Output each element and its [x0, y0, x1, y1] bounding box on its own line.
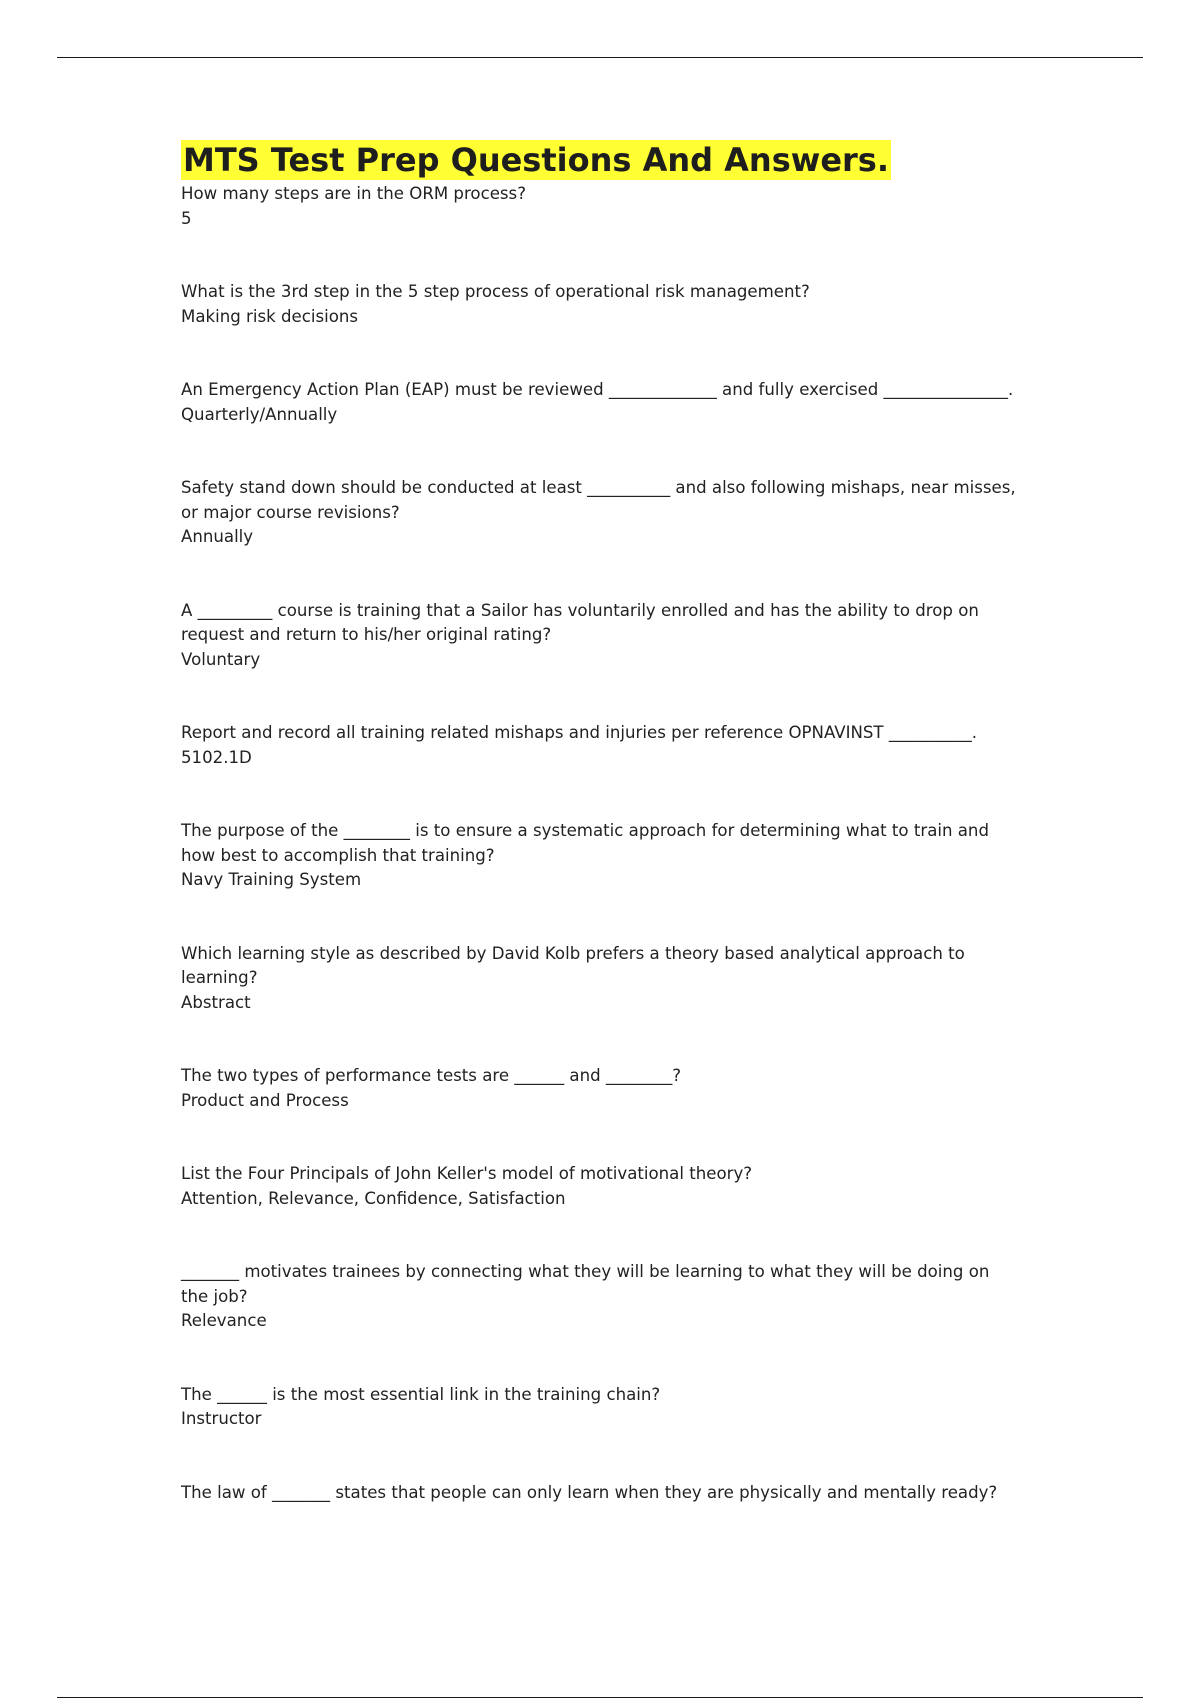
- question-text: Safety stand down should be conducted at least __________ and also following mishaps, near misses, or major course revisions?: [181, 478, 1016, 522]
- qa-item-10: [181, 1162, 1021, 1211]
- answer-text: Making risk decisions: [181, 306, 359, 326]
- answer-text: Annually: [181, 527, 254, 546]
- answer-text: Abstract: [181, 992, 251, 1012]
- answer-text: Voluntary: [181, 649, 261, 669]
- question-text: _______ motivates trainees by connecting what they will be learning to what they will be doing on the job?: [181, 1262, 990, 1306]
- footer-rule: [57, 1697, 1143, 1698]
- qa-item-8: [181, 942, 1021, 1016]
- question-text: The two types of performance tests are ______ and ________?: [181, 1066, 682, 1085]
- qa-item-13: [181, 1481, 1021, 1506]
- question-text: How many steps are in the ORM process?: [181, 184, 527, 203]
- qa-item-7: [181, 819, 1021, 893]
- question-text: The ______ is the most essential link in the training chain?: [181, 1384, 661, 1404]
- qa-item-12: [181, 1383, 1021, 1432]
- qa-item-5: [181, 599, 1021, 673]
- document-body: [181, 140, 1021, 1505]
- answer-text: Quarterly/Annually: [181, 404, 338, 424]
- question-text: A _________ course is training that a Sailor has voluntarily enrolled and has the ability to drop on request and return to his/her original rating?: [181, 600, 979, 644]
- question-text: Report and record all training related mishaps and injuries per reference OPNAVINST __________.: [181, 723, 978, 742]
- answer-text: Attention, Relevance, Confidence, Satisfaction: [181, 1188, 566, 1208]
- qa-item-2: [181, 280, 1021, 329]
- answer-text: 5: [181, 208, 192, 228]
- answer-text: Navy Training System: [181, 870, 362, 889]
- qa-item-9: [181, 1064, 1021, 1113]
- question-text: What is the 3rd step in the 5 step process of operational risk management?: [181, 282, 810, 301]
- answer-text: 5102.1D: [181, 747, 252, 767]
- qa-item-11: [181, 1260, 1021, 1334]
- document-title: MTS Test Prep Questions And Answers.: [183, 141, 889, 179]
- question-text: An Emergency Action Plan (EAP) must be reviewed _____________ and fully exercised _______________.: [181, 380, 1014, 399]
- question-text: List the Four Principals of John Keller's model of motivational theory?: [181, 1164, 753, 1183]
- qa-item-3: [181, 378, 1021, 427]
- question-text: Which learning style as described by David Kolb prefers a theory based analytical approach to learning?: [181, 943, 965, 987]
- qa-item-6: [181, 721, 1021, 770]
- answer-text: Relevance: [181, 1311, 267, 1330]
- answer-text: Product and Process: [181, 1090, 349, 1110]
- question-text: The purpose of the ________ is to ensure a systematic approach for determining what to train and how best to accomplish that training?: [181, 821, 989, 865]
- answer-text: Instructor: [181, 1409, 262, 1428]
- qa-item-1: [181, 182, 1021, 231]
- header-rule: [57, 57, 1143, 58]
- qa-item-4: [181, 476, 1021, 550]
- question-text: The law of _______ states that people can only learn when they are physically and mentally ready?: [181, 1482, 998, 1502]
